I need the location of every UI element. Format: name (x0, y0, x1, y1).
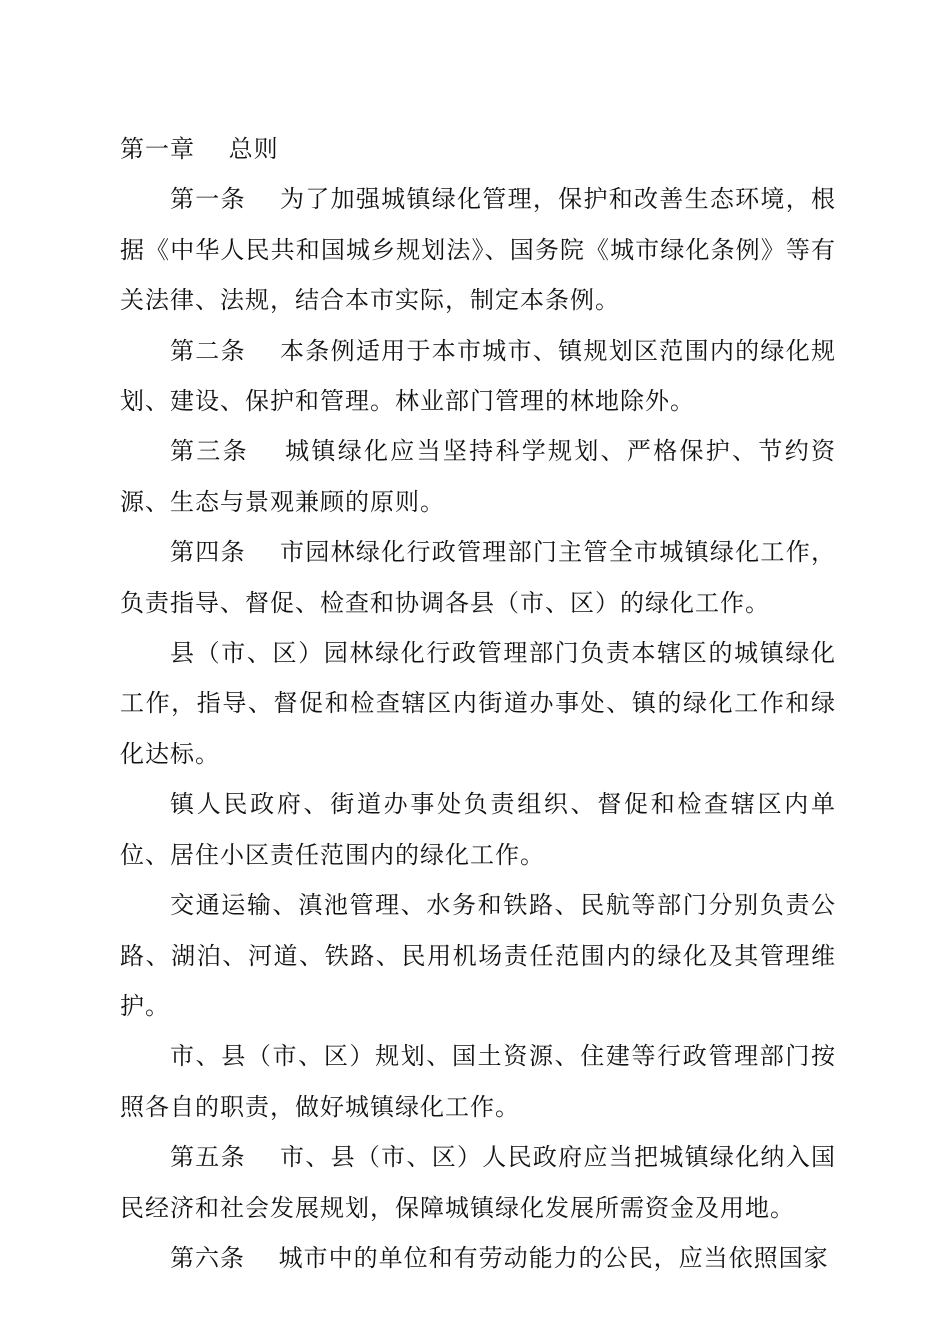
document-body (120, 124, 836, 1283)
article-4: 第四条 市园林绿化行政管理部门主管全市城镇绿化工作，负责指导、督促、检查和协调各县（市、区）的绿化工作。 (120, 538, 836, 617)
article-3: 第三条 城镇绿化应当坚持科学规划、严格保护、节约资源、生态与景观兼顾的原则。 (120, 437, 836, 516)
article-1: 第一条 为了加强城镇绿化管理，保护和改善生态环境，根据《中华人民共和国城乡规划法》、国务院《城市绿化条例》等有关法律、法规，结合本市实际，制定本条例。 (120, 185, 836, 315)
article-4-paragraph-4: 交通运输、滇池管理、水务和铁路、民航等部门分别负责公路、湖泊、河道、铁路、民用机场责任范围内的绿化及其管理维护。 (120, 891, 836, 1020)
article-6: 第六条 城市中的单位和有劳动能力的公民，应当依照国家 (170, 1243, 829, 1272)
article-5: 第五条 市、县（市、区）人民政府应当把城镇绿化纳入国民经济和社会发展规划，保障城镇绿化发展所需资金及用地。 (120, 1143, 836, 1222)
article-2: 第二条 本条例适用于本市城市、镇规划区范围内的绿化规划、建设、保护和管理。林业部门管理的林地除外。 (120, 336, 836, 416)
article-4-paragraph-2: 县（市、区）园林绿化行政管理部门负责本辖区的城镇绿化工作，指导、督促和检查辖区内街道办事处、镇的绿化工作和绿化达标。 (120, 639, 836, 768)
article-4-paragraph-5: 市、县（市、区）规划、国土资源、住建等行政管理部门按照各自的职责，做好城镇绿化工作。 (120, 1042, 836, 1121)
chapter-heading: 第一章 总则 (120, 135, 279, 163)
article-4-paragraph-3: 镇人民政府、街道办事处负责组织、督促和检查辖区内单位、居住小区责任范围内的绿化工作。 (120, 790, 836, 869)
